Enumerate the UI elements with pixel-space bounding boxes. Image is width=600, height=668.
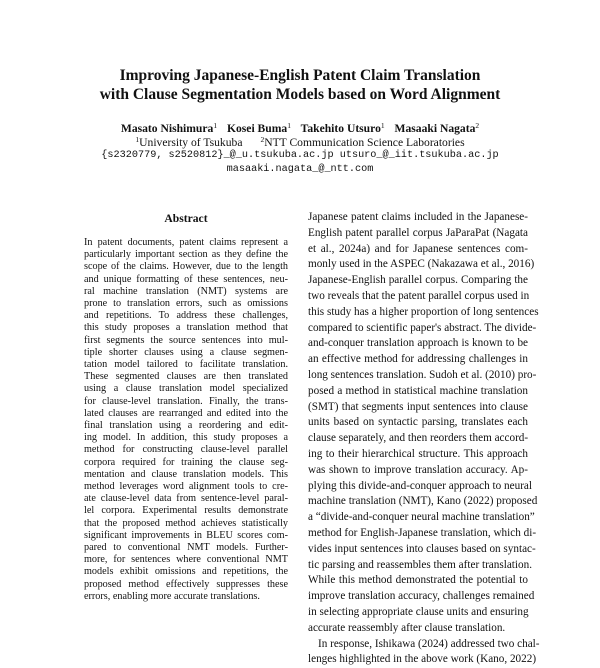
affiliation-name: University of Tsukuba — [139, 136, 243, 149]
text-line: ing to their hierarchical structure. This approach — [308, 447, 528, 460]
text-line: In response, Ishikawa (2024) addressed two chal- — [318, 637, 540, 650]
text-line: this study has a higher proportion of long sentences — [308, 305, 539, 318]
text-line: ate clause-level data from sentence-level paral- — [84, 493, 288, 505]
text-line: Japanese patent claims included in the Japanese- — [308, 211, 528, 223]
text-line: errors, enabling more accurate translations. — [84, 590, 260, 602]
text-line: an effective method for addressing challenges in — [308, 353, 528, 366]
email-line-2: masaaki.nagata_@_ntt.com — [226, 164, 374, 175]
text-line: lated clauses are rearranged and edited into the — [84, 407, 288, 419]
text-line: final translation using a reordering and edit- — [84, 420, 288, 432]
text-line: monly used in the ASPEC (Nakazawa et al., 2016) — [308, 258, 535, 271]
text-line: and repetitions. To address these challenges, — [84, 310, 288, 322]
paper-title — [0, 66, 600, 104]
text-line: particularly important section as they define the — [84, 249, 288, 261]
text-line: for clause-level translation. Finally, the trans- — [84, 395, 288, 407]
text-line: proposed method effectively suppresses these — [84, 578, 288, 590]
text-line: ing model. In addition, this study proposes a — [84, 432, 288, 444]
text-line: tation model tailored to facilitate translation. — [84, 359, 288, 371]
text-line: lenges highlighted in the above work (Kano, 2022) — [308, 653, 537, 666]
text-line: posed a method in statistical machine translation — [308, 384, 528, 397]
title-line-2: with Clause Segmentation Models based on Word Alignment — [99, 86, 501, 103]
text-line: that the proposed method achieves statistically — [84, 517, 288, 529]
text-line: et al., 2024a) and for Japanese sentences com- — [308, 242, 528, 255]
abstract-heading: Abstract — [164, 212, 208, 225]
email-line-1: {s2320779, s2520812}_@_u.tsukuba.ac.jp utsuro_@_iit.tsukuba.ac.jp — [101, 150, 499, 161]
text-line: units based on syntactic parsing, translates each — [308, 416, 528, 429]
text-line: These segmented clauses are then translated — [84, 371, 288, 383]
text-line: tic parsing and reassembles them after translation. — [308, 558, 532, 571]
text-line: (SMT) that segments input sentences into clause — [308, 400, 528, 413]
text-line: Japanese-English parallel corpus. Comparing the — [308, 274, 528, 287]
affiliation-mark: 1 — [135, 135, 140, 144]
affiliation-mark: 2 — [260, 135, 265, 144]
text-line: method for English-Japanese translation, which di- — [308, 526, 537, 539]
text-line: a “divide-and-conquer neural machine translation” — [308, 511, 535, 524]
author-name: Takehito Utsuro — [300, 122, 381, 135]
intro-column — [308, 210, 540, 668]
text-line: English patent parallel corpus JaParaPat (Nagata — [308, 226, 528, 239]
abstract-body — [84, 237, 288, 603]
text-line: in selecting appropriate clause units and ensuring — [308, 605, 529, 618]
author-name: Masato Nishimura — [120, 122, 214, 135]
text-line: tiple shorter clauses using a clause segmen- — [84, 346, 288, 358]
author-affiliation-mark: 1 — [380, 121, 385, 130]
text-line: improve translation accuracy, challenges remained — [308, 590, 535, 603]
text-line: was shown to improve translation accuracy. Ap- — [308, 463, 528, 476]
affiliation-list — [0, 133, 600, 150]
text-line: method leverages word alignment tools to cre- — [84, 481, 288, 493]
text-line: mentation and clause translation models. This — [84, 468, 288, 480]
text-line: pared to conventional NMT models. Further- — [84, 542, 288, 554]
text-line: vides input sentences into clauses based on syntac- — [308, 542, 536, 555]
title-line-1: Improving Japanese-English Patent Claim Translation — [119, 67, 481, 84]
text-line: using a clause translation model specialized — [84, 383, 288, 395]
affiliation-name: NTT Communication Science Laboratories — [264, 136, 465, 149]
text-line: clause separately, and then reorders them accord- — [308, 432, 529, 445]
author-name: Masaaki Nagata — [394, 122, 476, 135]
text-line: method for constructing clause-level parallel — [84, 444, 288, 456]
text-line: While this method demonstrated the potential to — [308, 574, 528, 587]
text-line: scope of the claims. However, due to the length — [84, 261, 288, 273]
text-line: plying this divide-and-conquer approach to neural — [308, 479, 532, 492]
text-line: long sentences translation. Sudoh et al. (2010) pro- — [308, 368, 537, 381]
text-line: compared to scientific paper's abstract. The divide- — [308, 321, 537, 334]
text-line: models exhibit omissions and repetitions, the — [84, 566, 288, 578]
text-line: machine translation (NMT), Kano (2022) proposed — [308, 495, 538, 508]
author-affiliation-mark: 2 — [475, 121, 480, 130]
author-affiliation-mark: 1 — [287, 121, 291, 130]
text-line: and-conquer translation approach is known to be — [308, 337, 528, 350]
text-line: prone to translation errors, such as omissions — [84, 298, 288, 310]
text-line: significant improvements in BLEU scores com- — [84, 529, 288, 541]
text-line: first segments the source sentences into mul- — [84, 334, 288, 346]
text-line: corpora required for training the clause seg- — [84, 456, 288, 468]
text-line: lel corpora. Experimental results demonstrate — [84, 505, 288, 517]
text-line: In patent documents, patent claims represent a — [84, 237, 288, 248]
text-line: this study proposes a translation method that — [84, 322, 288, 334]
text-line: accurate reassembly after clause translation. — [308, 621, 506, 634]
author-affiliation-mark: 1 — [213, 121, 218, 130]
text-line: and unique formatting of these sentences, neu- — [84, 273, 288, 285]
text-line: two reveals that the patent parallel corpus used in — [308, 289, 530, 302]
text-line: more, for sentences where conventional NMT — [84, 554, 288, 566]
text-line: ral machine translation (NMT) systems are — [84, 285, 288, 297]
author-name: Kosei Buma — [226, 122, 288, 135]
